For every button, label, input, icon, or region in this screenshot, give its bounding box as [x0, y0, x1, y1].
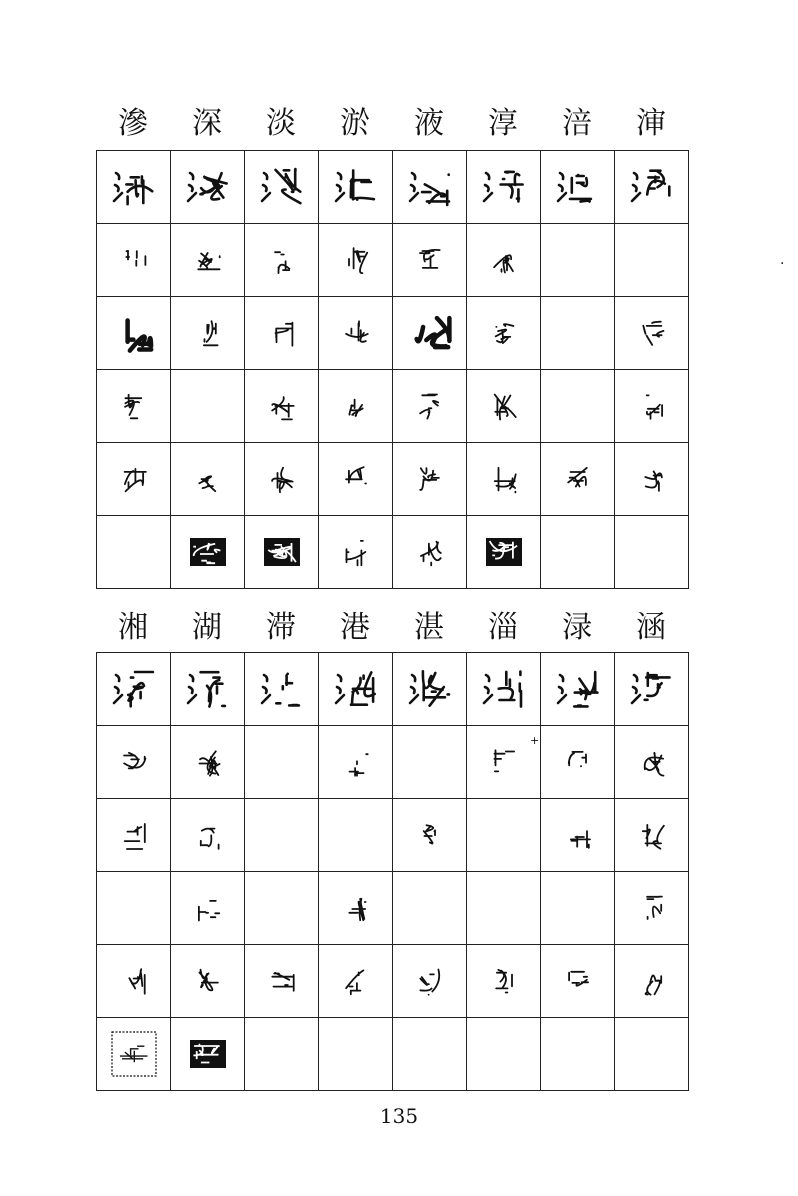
empty-cell [467, 799, 541, 872]
header-char: 湘 [118, 610, 148, 645]
empty-cell [319, 799, 393, 872]
seal-script-glyph [110, 738, 158, 786]
glyph-cell [97, 297, 171, 370]
seal-script-glyph [406, 528, 454, 576]
seal-script-glyph [110, 811, 158, 859]
seal-script-glyph [406, 455, 454, 503]
seal-script-glyph [258, 163, 306, 211]
glyph-cell [393, 297, 467, 370]
glyph-cell [393, 653, 467, 726]
glyph-cell [615, 799, 689, 872]
glyph-cell [171, 653, 245, 726]
glyph-cell [393, 945, 467, 1018]
glyph-cell [97, 443, 171, 516]
seal-script-glyph [184, 665, 232, 713]
glyph-cell [467, 224, 541, 297]
empty-cell [97, 872, 171, 945]
stray-mark: · [780, 256, 785, 272]
empty-cell [615, 224, 689, 297]
glyph-cell [467, 443, 541, 516]
glyph-cell [393, 224, 467, 297]
glyph-cell [393, 443, 467, 516]
glyph-cell [97, 224, 171, 297]
glyph-cell [615, 653, 689, 726]
glyph-cell [245, 945, 319, 1018]
glyph-cell [467, 297, 541, 370]
seal-script-glyph [480, 309, 528, 357]
seal-script-glyph [554, 455, 602, 503]
header-char: 淳 [488, 106, 518, 141]
seal-script-glyph [628, 884, 676, 932]
empty-cell [467, 1018, 541, 1091]
seal-script-glyph [628, 665, 676, 713]
seal-script-glyph [554, 163, 602, 211]
empty-cell [245, 799, 319, 872]
seal-script-glyph [332, 382, 380, 430]
glyph-cell [541, 799, 615, 872]
seal-script-glyph [258, 309, 306, 357]
seal-script-glyph [258, 957, 306, 1005]
header-char: 湖 [192, 610, 222, 645]
seal-glyph [184, 1030, 232, 1078]
header-char: 渖 [636, 106, 666, 141]
glyph-cell [615, 443, 689, 516]
glyph-cell [245, 297, 319, 370]
empty-cell [541, 224, 615, 297]
header-char: 涪 [562, 106, 592, 141]
seal-script-glyph [480, 382, 528, 430]
glyph-cell [171, 224, 245, 297]
header-char: 淄 [488, 610, 518, 645]
seal-script-glyph [110, 455, 158, 503]
seal-script-glyph [110, 309, 158, 357]
header-char: 港 [340, 610, 370, 645]
glyph-cell [541, 653, 615, 726]
glyph-cell [319, 945, 393, 1018]
empty-cell [615, 516, 689, 589]
seal-script-glyph [184, 163, 232, 211]
seal-script-glyph [628, 382, 676, 430]
glyph-cell [171, 726, 245, 799]
glyph-cell [171, 297, 245, 370]
seal-script-glyph [406, 163, 454, 211]
empty-cell [393, 1018, 467, 1091]
seal-script-glyph [554, 738, 602, 786]
glyph-cell [467, 516, 541, 589]
seal-script-glyph [332, 738, 380, 786]
seal-glyph [480, 528, 528, 576]
seal-script-glyph [184, 811, 232, 859]
seal-script-glyph [332, 236, 380, 284]
seal-script-glyph [406, 665, 454, 713]
empty-cell [541, 872, 615, 945]
glyph-cell [541, 151, 615, 224]
glyph-cell [467, 151, 541, 224]
glyph-cell [171, 799, 245, 872]
glyph-cell [245, 224, 319, 297]
glyph-cell [319, 151, 393, 224]
glyph-cell [615, 726, 689, 799]
seal-script-glyph [184, 957, 232, 1005]
glyph-cell [467, 370, 541, 443]
empty-cell [319, 1018, 393, 1091]
empty-cell [615, 1018, 689, 1091]
seal-script-glyph [628, 957, 676, 1005]
seal-script-glyph [184, 455, 232, 503]
glyph-cell [541, 443, 615, 516]
seal-script-glyph [332, 163, 380, 211]
seal-script-glyph [628, 811, 676, 859]
seal-script-glyph [258, 236, 306, 284]
glyph-cell [245, 653, 319, 726]
section-2-glyph-table [96, 652, 689, 1091]
header-char: 滞 [266, 610, 296, 645]
glyph-cell [319, 653, 393, 726]
empty-cell [541, 297, 615, 370]
glyph-cell [171, 443, 245, 516]
seal-script-glyph [554, 665, 602, 713]
glyph-cell [319, 224, 393, 297]
seal-script-glyph [184, 309, 232, 357]
glyph-cell [97, 945, 171, 1018]
glyph-cell [171, 945, 245, 1018]
glyph-cell [541, 726, 615, 799]
empty-cell [393, 726, 467, 799]
seal-glyph [258, 528, 306, 576]
seal-script-glyph [332, 957, 380, 1005]
empty-cell [97, 516, 171, 589]
glyph-cell [319, 297, 393, 370]
seal-script-glyph [110, 236, 158, 284]
glyph-cell [393, 799, 467, 872]
empty-cell [393, 872, 467, 945]
empty-cell [467, 872, 541, 945]
seal-script-glyph [554, 811, 602, 859]
seal-script-glyph [184, 738, 232, 786]
seal-script-glyph [110, 665, 158, 713]
glyph-cell [245, 151, 319, 224]
seal-script-glyph [258, 382, 306, 430]
seal-script-glyph [258, 455, 306, 503]
glyph-cell [319, 443, 393, 516]
section-1-header-row [96, 104, 688, 144]
seal-script-glyph [406, 957, 454, 1005]
seal-script-glyph [332, 309, 380, 357]
glyph-cell [615, 370, 689, 443]
glyph-cell [171, 516, 245, 589]
glyph-cell [97, 370, 171, 443]
glyph-cell [319, 370, 393, 443]
glyph-cell [319, 726, 393, 799]
empty-cell [245, 726, 319, 799]
seal-script-glyph [406, 811, 454, 859]
seal-script-glyph [332, 884, 380, 932]
seal-script-glyph [332, 665, 380, 713]
empty-cell [245, 1018, 319, 1091]
glyph-cell [467, 945, 541, 1018]
seal-script-glyph [184, 236, 232, 284]
seal-script-glyph [480, 455, 528, 503]
glyph-cell [393, 151, 467, 224]
seal-script-glyph [406, 382, 454, 430]
header-char: 滲 [118, 106, 148, 141]
glyph-cell [97, 799, 171, 872]
glyph-cell [615, 872, 689, 945]
empty-cell [541, 370, 615, 443]
seal-script-glyph [554, 957, 602, 1005]
seal-script-glyph [480, 738, 528, 786]
glyph-cell [97, 653, 171, 726]
glyph-cell [245, 516, 319, 589]
seal-script-glyph [332, 528, 380, 576]
seal-script-glyph [628, 738, 676, 786]
seal-script-glyph [332, 455, 380, 503]
glyph-cell [171, 872, 245, 945]
seal-script-glyph [406, 236, 454, 284]
glyph-cell [97, 1018, 171, 1091]
seal-script-glyph [258, 665, 306, 713]
seal-script-glyph [628, 455, 676, 503]
glyph-cell [319, 516, 393, 589]
seal-script-glyph [406, 309, 454, 357]
seal-script-glyph [110, 382, 158, 430]
section-2-header-row [96, 608, 688, 648]
header-char: 湛 [414, 610, 444, 645]
seal-glyph [184, 528, 232, 576]
glyph-cell [615, 945, 689, 1018]
header-char: 淡 [266, 106, 296, 141]
seal-script-glyph [480, 957, 528, 1005]
glyph-cell [319, 872, 393, 945]
seal-script-glyph [110, 163, 158, 211]
glyph-cell [97, 726, 171, 799]
seal-script-glyph [480, 163, 528, 211]
empty-cell [541, 516, 615, 589]
glyph-cell [171, 151, 245, 224]
glyph-cell [393, 516, 467, 589]
glyph-cell [245, 370, 319, 443]
header-char: 涵 [636, 610, 666, 645]
seal-script-glyph [480, 236, 528, 284]
empty-cell [171, 370, 245, 443]
glyph-cell [245, 443, 319, 516]
empty-cell [541, 1018, 615, 1091]
glyph-cell [171, 1018, 245, 1091]
glyph-cell [615, 151, 689, 224]
glyph-cell [467, 653, 541, 726]
seal-script-glyph [628, 163, 676, 211]
glyph-cell [615, 297, 689, 370]
header-char: 深 [192, 106, 222, 141]
glyph-cell [393, 370, 467, 443]
section-1-glyph-table [96, 150, 689, 589]
seal-script-glyph [480, 665, 528, 713]
glyph-cell [97, 151, 171, 224]
seal-script-glyph [628, 309, 676, 357]
seal-script-glyph [184, 884, 232, 932]
header-char: 渌 [562, 610, 592, 645]
glyph-cell [541, 945, 615, 1018]
seal-script-glyph [110, 957, 158, 1005]
page-number: 135 [379, 1104, 419, 1128]
empty-cell [245, 872, 319, 945]
stray-mark: + [530, 734, 540, 747]
header-char: 淤 [340, 106, 370, 141]
seal-glyph [110, 1030, 158, 1078]
header-char: 液 [414, 106, 444, 141]
